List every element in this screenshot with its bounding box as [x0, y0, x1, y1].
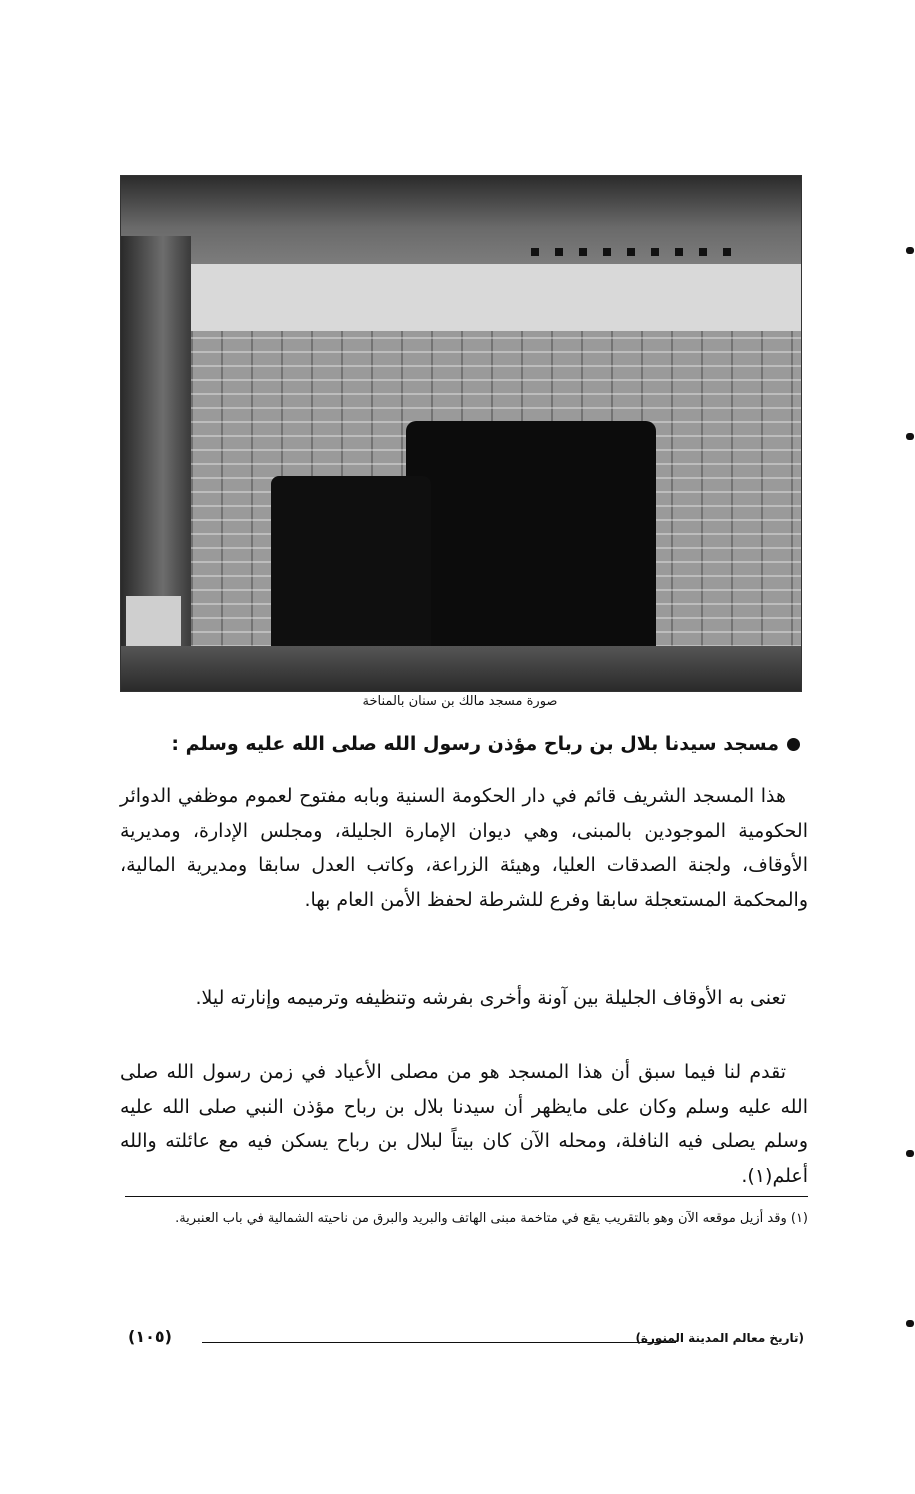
mosque-photo — [120, 175, 802, 692]
paragraph-1: هذا المسجد الشريف قائم في دار الحكومة السنية وبابه مفتوح لعموم موظفي الدوائر الحكومية الموجودين بالمبنى، وهي ديوان الإمارة الجليلة، ومجلس الإدارة، ومديرية الأوقاف، ولجنة الصدقات العليا، وهيئة الزراعة، وكاتب العدل سابقا ومديرية المالية، والمحكمة المستعجلة سابقا وفرع للشرطة لحفظ الأمن العام بها. — [120, 785, 808, 911]
section-heading — [120, 733, 800, 755]
footer-book-title: (تاريخ معالم المدينة المنورة) — [635, 1331, 804, 1345]
footer-rule — [202, 1342, 676, 1343]
scan-mark — [906, 247, 914, 254]
page-footer — [128, 1327, 804, 1350]
photo-caption: صورة مسجد مالك بن سنان بالمناخة — [362, 694, 558, 709]
scan-mark — [906, 1150, 914, 1157]
footnote: (١) وقد أزيل موقعه الآن وهو بالتقريب يقع في متاخمة مبنى الهاتف والبريد والبرق من ناحيته الشمالية في باب العنبرية. — [175, 1211, 808, 1226]
page-number: (١٠٥) — [128, 1327, 172, 1346]
bullet-icon — [787, 738, 800, 751]
scan-mark — [906, 433, 914, 440]
scan-mark — [906, 1320, 914, 1327]
paragraph-3: تقدم لنا فيما سبق أن هذا المسجد هو من مصلى الأعياد في زمن رسول الله صلى الله عليه وسلم وكان على مايظهر أن سيدنا بلال بن رباح مؤذن النبي صلى الله عليه وسلم يصلى فيه النافلة، ومحله الآن كان بيتاً لبلال بن رباح يسكن فيه مع عائلته والله أعلم(١). — [120, 1061, 808, 1187]
paragraph-2: تعنى به الأوقاف الجليلة بين آونة وأخرى بفرشه وتنظيفه وترميمه وإنارته ليلا. — [195, 987, 786, 1009]
footnote-divider — [125, 1196, 808, 1197]
section-heading-text: مسجد سيدنا بلال بن رباح مؤذن رسول الله صلى الله عليه وسلم : — [171, 733, 779, 755]
